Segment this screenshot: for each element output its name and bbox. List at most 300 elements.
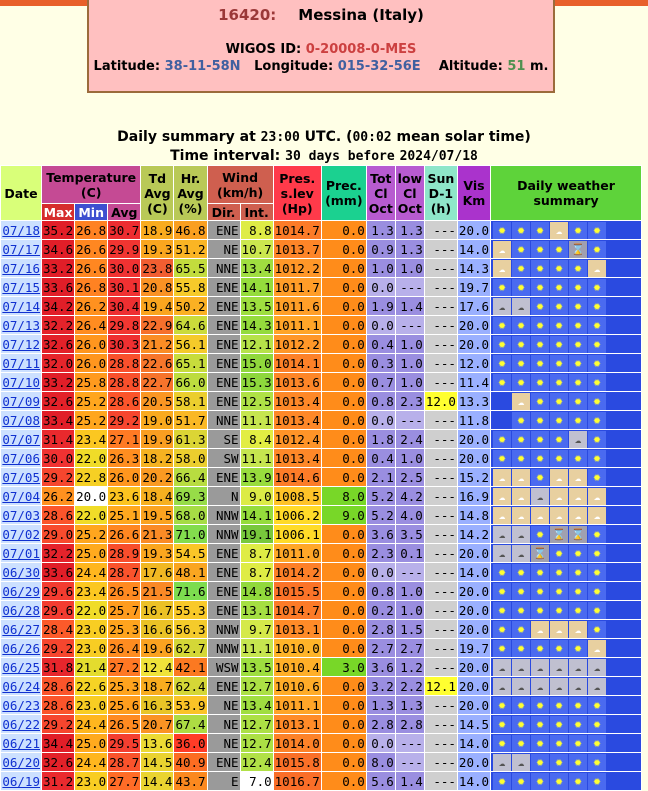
temp-min-cell: 24.4 xyxy=(76,716,107,732)
humidity-cell: 65.5 xyxy=(175,260,206,276)
dewpoint-cell: 19.6 xyxy=(142,640,173,656)
total-cloud-cell: 0.3 xyxy=(367,354,395,372)
wind-dir-cell: NNW xyxy=(208,639,240,657)
pressure-cell: 1010.6 xyxy=(274,678,320,694)
sun-icon: ✹ xyxy=(531,450,549,467)
sun-icon: ✹ xyxy=(531,583,549,600)
wind-int-cell: 14.1 xyxy=(241,507,272,523)
precipitation-cell: 0.0 xyxy=(322,430,366,448)
wind-dir-cell: SE xyxy=(208,430,240,448)
precipitation-cell: 0.0 xyxy=(322,278,366,296)
temp-max-cell: 33.6 xyxy=(43,279,74,295)
sun-icon: ✹ xyxy=(512,583,530,600)
temp-min-cell: 26.0 xyxy=(76,355,107,371)
visibility-cell: 20.0 xyxy=(458,336,490,352)
sun-icon: ✹ xyxy=(531,602,549,619)
table-row xyxy=(1,658,641,676)
date-link[interactable]: 06/30 xyxy=(2,564,40,580)
temp-avg-cell: 25.1 xyxy=(109,507,140,523)
low-cloud-cell: 2.4 xyxy=(396,430,424,448)
date-link[interactable]: 07/05 xyxy=(2,469,40,485)
sunshine-cell: --- xyxy=(425,620,457,638)
sun-icon: ✹ xyxy=(512,431,530,448)
dewpoint-cell: 16.6 xyxy=(142,621,173,637)
partly-cloudy-icon: ☁ xyxy=(588,260,606,277)
dewpoint-cell: 16.7 xyxy=(142,602,173,618)
date-link[interactable]: 06/19 xyxy=(2,773,40,789)
date-link[interactable]: 07/12 xyxy=(2,336,40,352)
cloudy-icon: ☁ xyxy=(493,754,511,771)
wind-int-cell: 13.4 xyxy=(241,260,272,276)
table-row xyxy=(1,487,641,505)
sun-icon: ✹ xyxy=(588,374,606,391)
precipitation-cell: 0.0 xyxy=(322,316,366,334)
partly-cloudy-icon: ☁ xyxy=(493,241,511,258)
sun-icon: ✹ xyxy=(588,222,606,239)
sun-icon: ✹ xyxy=(531,469,549,486)
sun-icon: ✹ xyxy=(569,336,587,353)
date-link[interactable]: 07/17 xyxy=(2,241,40,257)
weather-icons-cell xyxy=(491,430,641,448)
temp-max-cell: 29.0 xyxy=(43,526,74,542)
temp-max-cell: 28.4 xyxy=(43,621,74,637)
wind-int-cell: 10.7 xyxy=(241,241,272,257)
low-cloud-cell: 1.0 xyxy=(396,354,424,372)
daily-summary-table xyxy=(0,165,642,791)
table-row xyxy=(1,449,641,467)
sun-icon: ✹ xyxy=(512,640,530,657)
date-cell xyxy=(1,525,41,543)
low-cloud-cell: 0.1 xyxy=(396,544,424,562)
dewpoint-cell: 18.2 xyxy=(142,450,173,466)
weather-icons-cell xyxy=(491,658,641,676)
low-cloud-cell: 1.4 xyxy=(396,297,424,315)
temp-max-cell: 33.6 xyxy=(43,564,74,580)
total-cloud-cell: 3.6 xyxy=(367,658,395,676)
cloudy-icon: ☁ xyxy=(531,678,549,695)
date-link[interactable]: 06/29 xyxy=(2,583,40,599)
pressure-cell: 1015.5 xyxy=(274,583,320,599)
wind-dir-cell: NNE xyxy=(208,411,240,429)
sun-icon: ✹ xyxy=(531,526,549,543)
date-link[interactable]: 07/04 xyxy=(2,488,40,504)
table-row xyxy=(1,620,641,638)
date-link[interactable]: 07/13 xyxy=(2,317,40,333)
date-link[interactable]: 07/09 xyxy=(2,393,40,409)
table-row xyxy=(1,430,641,448)
summary-solar-time: 00:02 xyxy=(352,130,392,145)
date-cell xyxy=(1,544,41,562)
date-link[interactable]: 07/10 xyxy=(2,374,40,390)
temp-min-cell: 22.0 xyxy=(76,507,107,523)
date-link[interactable]: 07/14 xyxy=(2,298,40,314)
sun-icon: ✹ xyxy=(512,697,530,714)
sunshine-cell: --- xyxy=(425,316,457,334)
interval-date: 2024/07/18 xyxy=(399,149,478,164)
humidity-cell: 64.6 xyxy=(175,317,206,333)
temp-min-cell: 26.2 xyxy=(76,298,107,314)
date-cell xyxy=(1,563,41,581)
sunshine-cell: --- xyxy=(425,278,457,296)
date-cell xyxy=(1,772,41,790)
temp-min-cell: 23.0 xyxy=(76,773,107,789)
sun-icon: ✹ xyxy=(588,279,606,296)
table-row xyxy=(1,563,641,581)
table-row xyxy=(1,335,641,353)
pressure-cell: 1013.7 xyxy=(274,241,320,257)
visibility-cell: 13.3 xyxy=(458,393,490,409)
sun-icon: ✹ xyxy=(588,526,606,543)
humidity-cell: 56.1 xyxy=(175,336,206,352)
temp-max-cell: 29.2 xyxy=(43,640,74,656)
table-body xyxy=(1,221,641,790)
precipitation-cell: 0.0 xyxy=(322,392,366,410)
low-cloud-cell: --- xyxy=(396,411,424,429)
temp-min-cell: 24.4 xyxy=(76,564,107,580)
date-link[interactable]: 07/18 xyxy=(2,222,40,238)
humidity-cell: 50.2 xyxy=(175,298,206,314)
dewpoint-cell: 20.8 xyxy=(142,279,173,295)
sun-icon: ✹ xyxy=(588,545,606,562)
temp-min-cell: 20.0 xyxy=(76,488,107,504)
sun-icon: ✹ xyxy=(569,298,587,315)
temp-avg-cell: 27.2 xyxy=(109,659,140,675)
summary-line-2 xyxy=(0,147,648,166)
sun-icon: ✹ xyxy=(512,336,530,353)
blank-icon xyxy=(493,412,511,429)
sunshine-cell: --- xyxy=(425,297,457,315)
weather-icons-cell xyxy=(491,297,641,315)
total-cloud-cell: 1.0 xyxy=(367,259,395,277)
sun-icon: ✹ xyxy=(493,735,511,752)
wind-int-cell: 12.7 xyxy=(241,716,272,732)
coordinates-line xyxy=(89,59,553,74)
table-row xyxy=(1,639,641,657)
wind-dir-cell: NE xyxy=(208,734,240,752)
date-link[interactable]: 07/08 xyxy=(2,412,40,428)
pressure-cell: 1013.1 xyxy=(274,716,320,732)
weather-icons-cell xyxy=(491,544,641,562)
wigos-line xyxy=(89,42,553,57)
header-hr: Hr. Avg (%) xyxy=(174,166,206,220)
date-link[interactable]: 06/24 xyxy=(2,678,40,694)
total-cloud-cell: 2.8 xyxy=(367,715,395,733)
date-link[interactable]: 07/15 xyxy=(2,279,40,295)
date-link[interactable]: 07/01 xyxy=(2,545,40,561)
header-avg: Avg xyxy=(108,204,140,220)
date-cell xyxy=(1,696,41,714)
cloudy-icon: ☁ xyxy=(588,678,606,695)
low-cloud-cell: 1.0 xyxy=(396,582,424,600)
sun-icon: ✹ xyxy=(550,716,568,733)
weather-icons-cell xyxy=(491,354,641,372)
humidity-cell: 62.7 xyxy=(175,640,206,656)
date-link[interactable]: 07/07 xyxy=(2,431,40,447)
precipitation-cell: 3.0 xyxy=(322,658,366,676)
partly-cloudy-icon: ☁ xyxy=(512,488,530,505)
temp-min-cell: 23.4 xyxy=(76,583,107,599)
partly-cloudy-icon: ☁ xyxy=(569,469,587,486)
temp-avg-cell: 25.3 xyxy=(109,678,140,694)
summary-time: 23:00 xyxy=(260,130,300,145)
total-cloud-cell: 5.2 xyxy=(367,487,395,505)
date-cell xyxy=(1,354,41,372)
header-min: Min xyxy=(75,204,107,220)
total-cloud-cell: 0.0 xyxy=(367,316,395,334)
sun-icon: ✹ xyxy=(512,241,530,258)
precipitation-cell: 0.0 xyxy=(322,297,366,315)
dewpoint-cell: 12.4 xyxy=(142,659,173,675)
date-link[interactable]: 06/21 xyxy=(2,735,40,751)
station-info-box xyxy=(87,0,555,93)
visibility-cell: 12.0 xyxy=(458,355,490,371)
sunshine-cell: --- xyxy=(425,449,457,467)
sun-icon: ✹ xyxy=(569,754,587,771)
sun-icon: ✹ xyxy=(531,241,549,258)
humidity-cell: 61.3 xyxy=(175,431,206,447)
weather-icons-cell xyxy=(491,639,641,657)
cloudy-icon: ☁ xyxy=(512,298,530,315)
header-max: Max xyxy=(43,204,73,220)
sunshine-cell: --- xyxy=(425,411,457,429)
sun-icon: ✹ xyxy=(531,336,549,353)
sunshine-cell: --- xyxy=(425,715,457,733)
weather-icons-cell xyxy=(491,601,641,619)
date-cell xyxy=(1,373,41,391)
sun-icon: ✹ xyxy=(588,754,606,771)
precipitation-cell: 0.0 xyxy=(322,715,366,733)
date-link[interactable]: 07/11 xyxy=(2,355,40,371)
pressure-cell: 1011.1 xyxy=(274,697,320,713)
date-link[interactable]: 07/06 xyxy=(2,450,40,466)
low-cloud-cell: 1.3 xyxy=(396,696,424,714)
pressure-cell: 1011.0 xyxy=(274,545,320,561)
dewpoint-cell: 14.5 xyxy=(142,754,173,770)
date-link[interactable]: 06/22 xyxy=(2,716,40,732)
weather-icons-cell xyxy=(491,487,641,505)
total-cloud-cell: 1.3 xyxy=(367,221,395,239)
sun-icon: ✹ xyxy=(531,374,549,391)
humidity-cell: 51.7 xyxy=(175,412,206,428)
sun-icon: ✹ xyxy=(512,260,530,277)
humidity-cell: 68.0 xyxy=(175,507,206,523)
sun-icon: ✹ xyxy=(512,412,530,429)
sunshine-cell: --- xyxy=(425,525,457,543)
low-cloud-cell: 1.2 xyxy=(396,658,424,676)
temp-avg-cell: 29.5 xyxy=(109,735,140,751)
sun-icon: ✹ xyxy=(531,754,549,771)
visibility-cell: 20.0 xyxy=(458,621,490,637)
table-row xyxy=(1,354,641,372)
temp-min-cell: 21.4 xyxy=(76,659,107,675)
date-link[interactable]: 07/02 xyxy=(2,526,40,542)
wind-int-cell: 14.1 xyxy=(241,279,272,295)
cloudy-icon: ☁ xyxy=(493,678,511,695)
total-cloud-cell: 0.9 xyxy=(367,240,395,258)
sun-icon: ✹ xyxy=(493,355,511,372)
date-cell xyxy=(1,658,41,676)
weather-icons-cell xyxy=(491,468,641,486)
humidity-cell: 46.8 xyxy=(175,222,206,238)
wind-dir-cell: E xyxy=(208,772,240,790)
total-cloud-cell: 0.0 xyxy=(367,411,395,429)
sun-icon: ✹ xyxy=(493,640,511,657)
temp-min-cell: 25.8 xyxy=(76,374,107,390)
visibility-cell: 14.8 xyxy=(458,507,490,523)
sun-icon: ✹ xyxy=(569,564,587,581)
visibility-cell: 14.2 xyxy=(458,526,490,542)
date-link[interactable]: 06/23 xyxy=(2,697,40,713)
low-cloud-cell: --- xyxy=(396,316,424,334)
date-link[interactable]: 07/16 xyxy=(2,260,40,276)
hourglass-icon: ⌛ xyxy=(550,526,568,543)
table-row xyxy=(1,221,641,239)
sun-icon: ✹ xyxy=(493,697,511,714)
pressure-cell: 1010.0 xyxy=(274,640,320,656)
visibility-cell: 20.0 xyxy=(458,697,490,713)
sun-icon: ✹ xyxy=(588,298,606,315)
weather-icons-cell xyxy=(491,715,641,733)
low-cloud-cell: 3.5 xyxy=(396,525,424,543)
visibility-cell: 20.0 xyxy=(458,450,490,466)
summary-heading xyxy=(0,128,648,166)
low-cloud-cell: 2.3 xyxy=(396,392,424,410)
humidity-cell: 36.0 xyxy=(175,735,206,751)
date-cell xyxy=(1,715,41,733)
humidity-cell: 65.1 xyxy=(175,355,206,371)
humidity-cell: 66.4 xyxy=(175,469,206,485)
sun-icon: ✹ xyxy=(550,735,568,752)
temp-min-cell: 22.6 xyxy=(76,678,107,694)
humidity-cell: 54.5 xyxy=(175,545,206,561)
sun-icon: ✹ xyxy=(569,583,587,600)
wind-dir-cell: NNW xyxy=(208,525,240,543)
sun-icon: ✹ xyxy=(588,336,606,353)
dewpoint-cell: 18.4 xyxy=(142,488,173,504)
cloudy-icon: ☁ xyxy=(569,431,587,448)
wind-int-cell: 15.0 xyxy=(241,355,272,371)
dewpoint-cell: 23.8 xyxy=(142,260,173,276)
temp-max-cell: 33.2 xyxy=(43,374,74,390)
partly-cloudy-icon: ☁ xyxy=(588,507,606,524)
header-low-cloud: low Cl Oct xyxy=(396,166,424,220)
partly-cloudy-icon: ☁ xyxy=(588,640,606,657)
humidity-cell: 51.2 xyxy=(175,241,206,257)
sun-icon: ✹ xyxy=(588,393,606,410)
precipitation-cell: 0.0 xyxy=(322,753,366,771)
visibility-cell: 14.0 xyxy=(458,735,490,751)
low-cloud-cell: 1.0 xyxy=(396,601,424,619)
temp-min-cell: 22.0 xyxy=(76,450,107,466)
cloudy-icon: ☁ xyxy=(512,754,530,771)
table-row xyxy=(1,297,641,315)
temp-avg-cell: 29.2 xyxy=(109,412,140,428)
cloudy-icon: ☁ xyxy=(512,526,530,543)
precipitation-cell: 0.0 xyxy=(322,468,366,486)
table-row xyxy=(1,677,641,695)
date-link[interactable]: 06/20 xyxy=(2,754,40,770)
temp-max-cell: 28.6 xyxy=(43,697,74,713)
wind-dir-cell: ENE xyxy=(208,392,240,410)
total-cloud-cell: 0.0 xyxy=(367,563,395,581)
wind-int-cell: 8.8 xyxy=(241,221,273,239)
wind-dir-cell: NNE xyxy=(208,259,240,277)
cloudy-icon: ☁ xyxy=(588,659,606,676)
temp-avg-cell: 27.7 xyxy=(109,773,140,789)
date-cell xyxy=(1,677,41,695)
sun-icon: ✹ xyxy=(588,412,606,429)
visibility-cell: 14.0 xyxy=(458,773,490,789)
summary-text-a: Daily summary at xyxy=(117,129,261,145)
partly-cloudy-icon: ☁ xyxy=(569,488,587,505)
humidity-cell: 69.3 xyxy=(175,488,206,504)
wind-int-cell: 11.1 xyxy=(241,412,272,428)
sun-icon: ✹ xyxy=(512,621,530,638)
table-row xyxy=(1,240,641,258)
sun-icon: ✹ xyxy=(550,336,568,353)
sun-icon: ✹ xyxy=(550,298,568,315)
low-cloud-cell: 1.3 xyxy=(396,221,424,239)
sun-icon: ✹ xyxy=(588,317,606,334)
temp-max-cell: 32.0 xyxy=(43,355,74,371)
sun-icon: ✹ xyxy=(531,222,549,239)
pressure-cell: 1016.7 xyxy=(274,773,320,789)
sunshine-cell: --- xyxy=(425,506,457,524)
precipitation-cell: 0.0 xyxy=(322,240,366,258)
sun-icon: ✹ xyxy=(531,773,549,790)
sun-icon: ✹ xyxy=(531,697,549,714)
sun-icon: ✹ xyxy=(531,431,549,448)
dewpoint-cell: 22.9 xyxy=(142,317,173,333)
weather-icons-cell xyxy=(491,677,641,695)
wind-dir-cell: ENE xyxy=(208,601,240,619)
partly-cloudy-icon: ☁ xyxy=(512,393,530,410)
table-row xyxy=(1,506,641,524)
sunshine-cell: --- xyxy=(425,373,457,391)
wind-int-cell: 13.5 xyxy=(241,659,272,675)
cloudy-icon: ☁ xyxy=(493,545,511,562)
weather-icons-cell xyxy=(491,525,641,543)
wind-int-cell: 8.4 xyxy=(241,430,273,448)
humidity-cell: 58.0 xyxy=(175,450,206,466)
date-link[interactable]: 06/25 xyxy=(2,659,40,675)
precipitation-cell: 0.0 xyxy=(322,411,366,429)
date-link[interactable]: 06/28 xyxy=(2,602,40,618)
temp-avg-cell: 30.0 xyxy=(109,260,140,276)
humidity-cell: 53.9 xyxy=(175,697,206,713)
sun-icon: ✹ xyxy=(531,298,549,315)
sun-icon: ✹ xyxy=(569,640,587,657)
longitude-value: 015-32-56E xyxy=(337,59,421,74)
sun-icon: ✹ xyxy=(588,431,606,448)
weather-icons-cell xyxy=(491,259,641,277)
sunshine-cell: --- xyxy=(425,221,457,239)
weather-icons-cell xyxy=(491,620,641,638)
sun-icon: ✹ xyxy=(569,355,587,372)
sunshine-cell: --- xyxy=(425,487,457,505)
date-link[interactable]: 06/26 xyxy=(2,640,40,656)
partly-cloudy-icon: ☁ xyxy=(531,507,549,524)
cloudy-icon: ☁ xyxy=(550,678,568,695)
pressure-cell: 1015.8 xyxy=(274,754,320,770)
sun-icon: ✹ xyxy=(512,450,530,467)
date-link[interactable]: 06/27 xyxy=(2,621,40,637)
wind-dir-cell: ENE xyxy=(208,297,240,315)
sun-icon: ✹ xyxy=(550,697,568,714)
sun-icon: ✹ xyxy=(569,735,587,752)
date-link[interactable]: 07/03 xyxy=(2,507,40,523)
sun-icon: ✹ xyxy=(531,735,549,752)
